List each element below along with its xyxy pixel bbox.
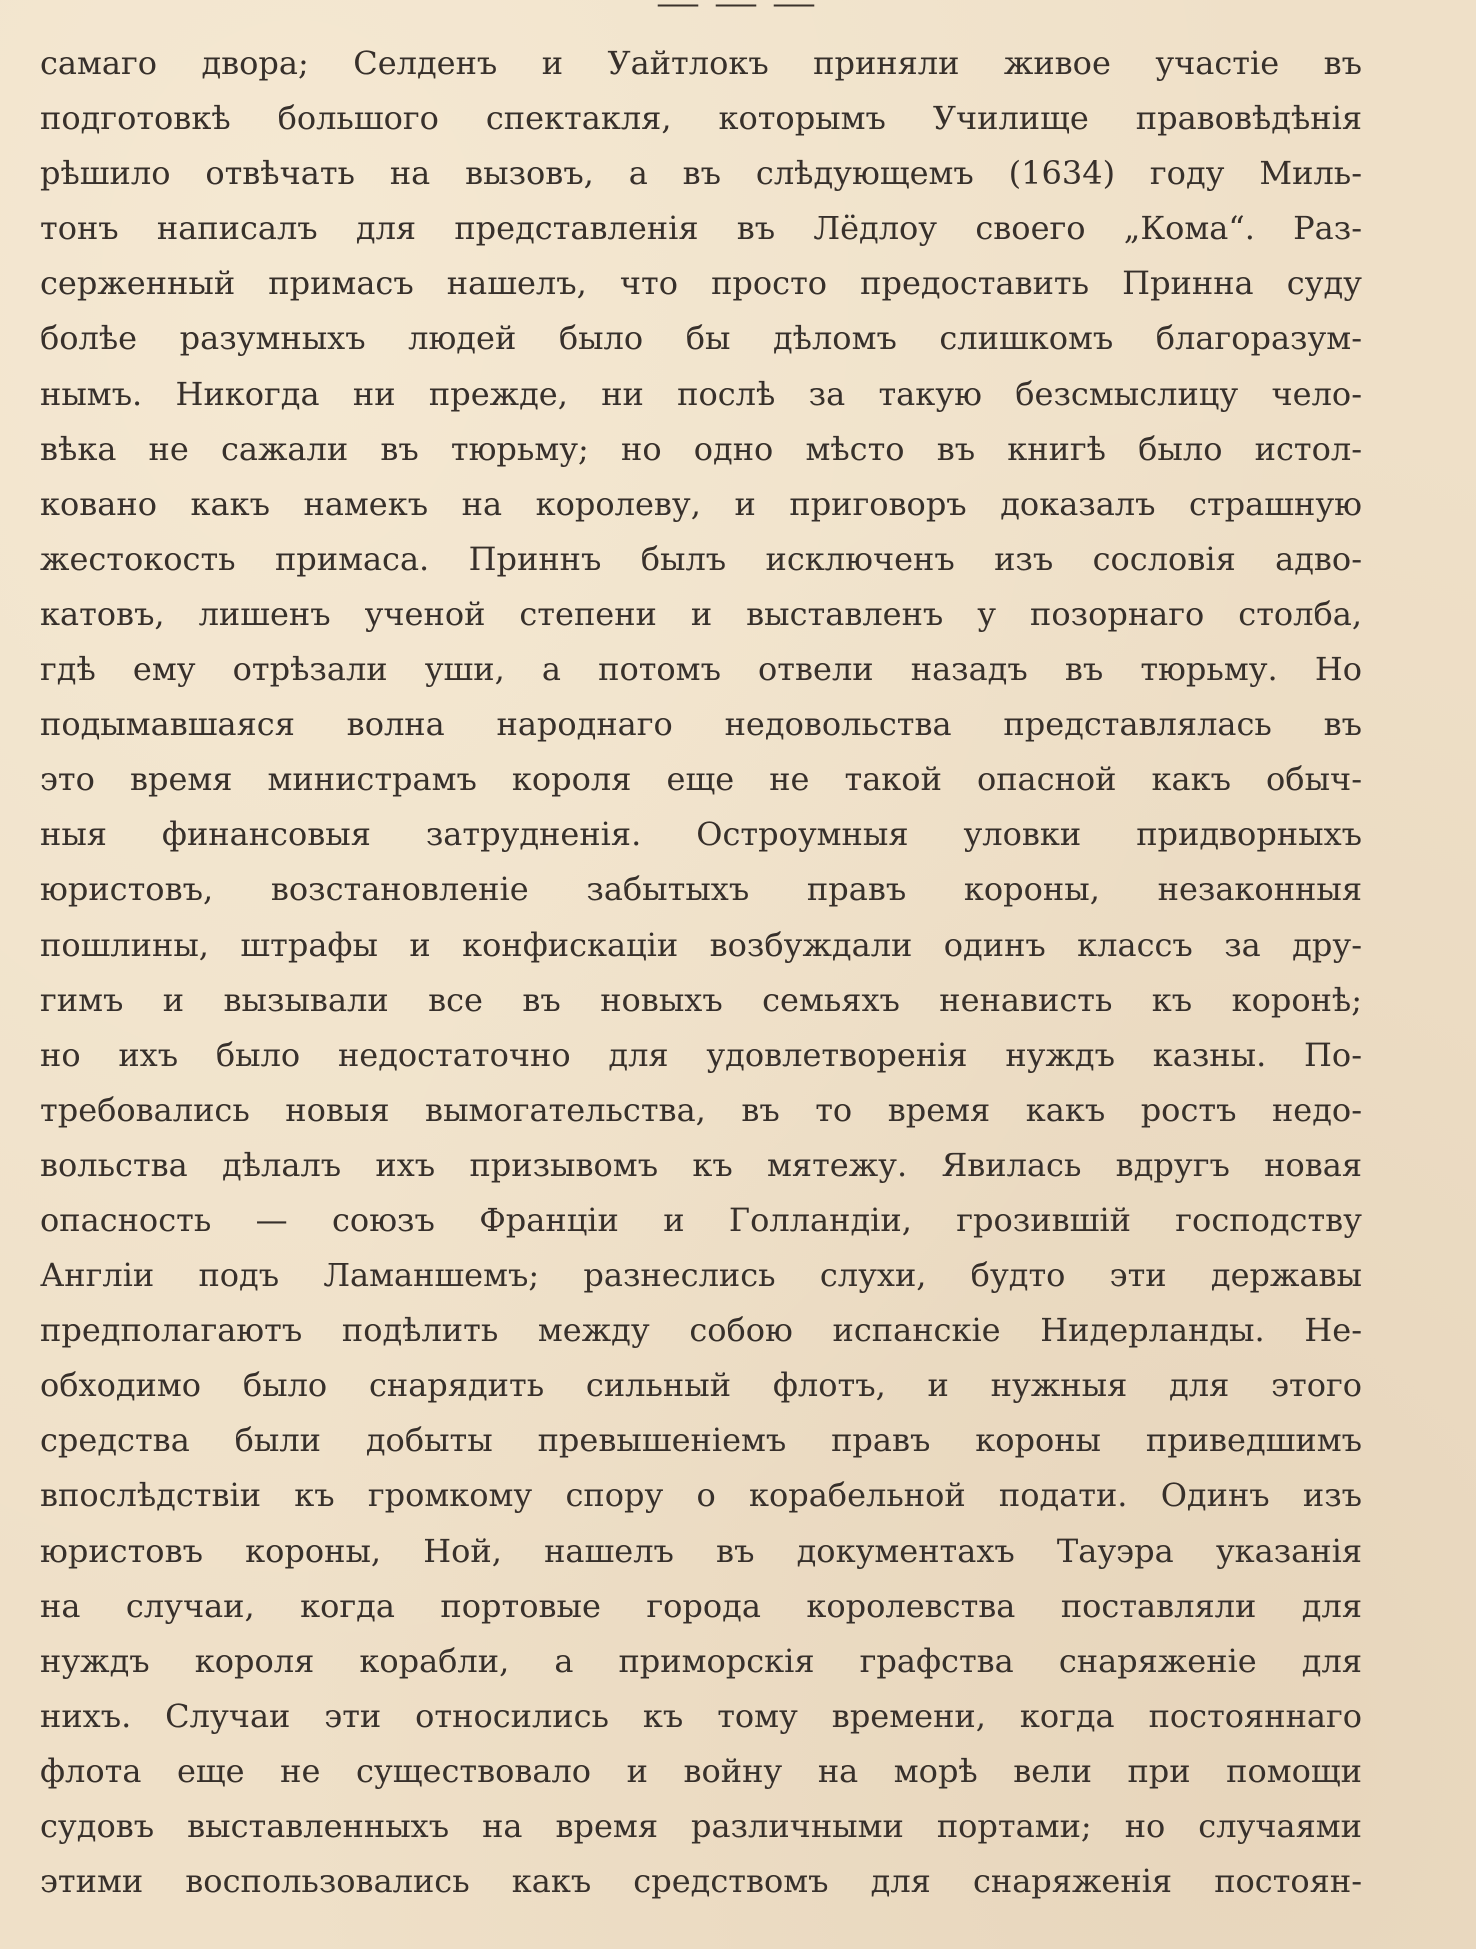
text-line: подымавшаяся волна народнаго недовольства представлялась въ [40, 705, 1362, 744]
text-line: жестокость примаса. Приннъ былъ исключенъ изъ сословія адво- [40, 539, 1362, 578]
text-line: судовъ выставленныхъ на время различными портами; но случаями [40, 1807, 1362, 1845]
text-line: но ихъ было недостаточно для удовлетворенія нуждъ казны. По- [40, 1035, 1362, 1074]
text-line: самаго двора; Селденъ и Уайтлокъ приняли живое участіе въ [40, 44, 1362, 82]
text-line: это время министрамъ короля еще не такой опасной какъ обыч- [40, 760, 1362, 799]
text-line: ныя финансовыя затрудненія. Остроумныя уловки придворныхъ [40, 815, 1362, 854]
text-line: гимъ и вызывали все въ новыхъ семьяхъ ненависть къ коронѣ; [40, 980, 1362, 1019]
text-line: на случаи, когда портовые города королевства поставляли для [40, 1586, 1362, 1625]
page-number-fragment: — — — [658, 0, 818, 24]
text-line: юристовъ короны, Ной, нашелъ въ документахъ Тауэра указанія [40, 1531, 1362, 1570]
text-line: серженный примасъ нашелъ, что просто предоставить Принна суду [40, 264, 1362, 303]
text-line: нымъ. Никогда ни прежде, ни послѣ за такую безсмыслицу чело- [40, 374, 1362, 413]
text-line: гдѣ ему отрѣзали уши, а потомъ отвели назадъ въ тюрьму. Но [40, 650, 1362, 689]
text-line: обходимо было снарядить сильный флотъ, и нужныя для этого [40, 1366, 1362, 1405]
text-line: нуждъ короля корабли, а приморскія графства снаряженіе для [40, 1641, 1362, 1680]
text-line: Англіи подъ Ламаншемъ; разнеслись слухи, будто эти державы [40, 1256, 1362, 1295]
text-line: требовались новыя вымогательства, въ то время какъ ростъ недо- [40, 1090, 1362, 1129]
text-line: пошлины, штрафы и конфискаціи возбуждали одинъ классъ за дру- [40, 925, 1362, 964]
text-line: ковано какъ намекъ на королеву, и приговоръ доказалъ страшную [40, 484, 1362, 523]
text-line: юристовъ, возстановленіе забытыхъ правъ короны, незаконныя [40, 870, 1362, 909]
text-line: средства были добыты превышеніемъ правъ короны приведшимъ [40, 1421, 1362, 1460]
text-line: впослѣдствіи къ громкому спору о корабельной подати. Одинъ изъ [40, 1476, 1362, 1515]
text-line: нихъ. Случаи эти относились къ тому времени, когда постояннаго [40, 1696, 1362, 1735]
text-line: вѣка не сажали въ тюрьму; но одно мѣсто въ книгѣ было истол- [40, 429, 1362, 468]
text-line: вольства дѣлалъ ихъ призывомъ къ мятежу. Явилась вдругъ новая [40, 1145, 1362, 1184]
text-line: подготовкѣ большого спектакля, которымъ Училище правовѣдѣнія [40, 99, 1362, 138]
text-line: предполагаютъ подѣлить между собою испанскіе Нидерланды. Не- [40, 1311, 1362, 1350]
text-line: болѣе разумныхъ людей было бы дѣломъ слишкомъ благоразум- [40, 319, 1362, 358]
body-text [40, 36, 1362, 1909]
text-line: тонъ написалъ для представленія въ Лёдлоу своего „Кома“. Раз- [40, 209, 1362, 248]
text-line: опасность — союзъ Франціи и Голландіи, грозившій господству [40, 1200, 1362, 1239]
text-line: флота еще не существовало и войну на морѣ вели при помощи [40, 1751, 1362, 1790]
text-line: катовъ, лишенъ ученой степени и выставленъ у позорнаго столба, [40, 594, 1362, 633]
text-line: рѣшило отвѣчать на вызовъ, а въ слѣдующемъ (1634) году Миль- [40, 154, 1362, 193]
text-line: этими воспользовались какъ средствомъ для снаряженія постоян- [40, 1862, 1362, 1901]
